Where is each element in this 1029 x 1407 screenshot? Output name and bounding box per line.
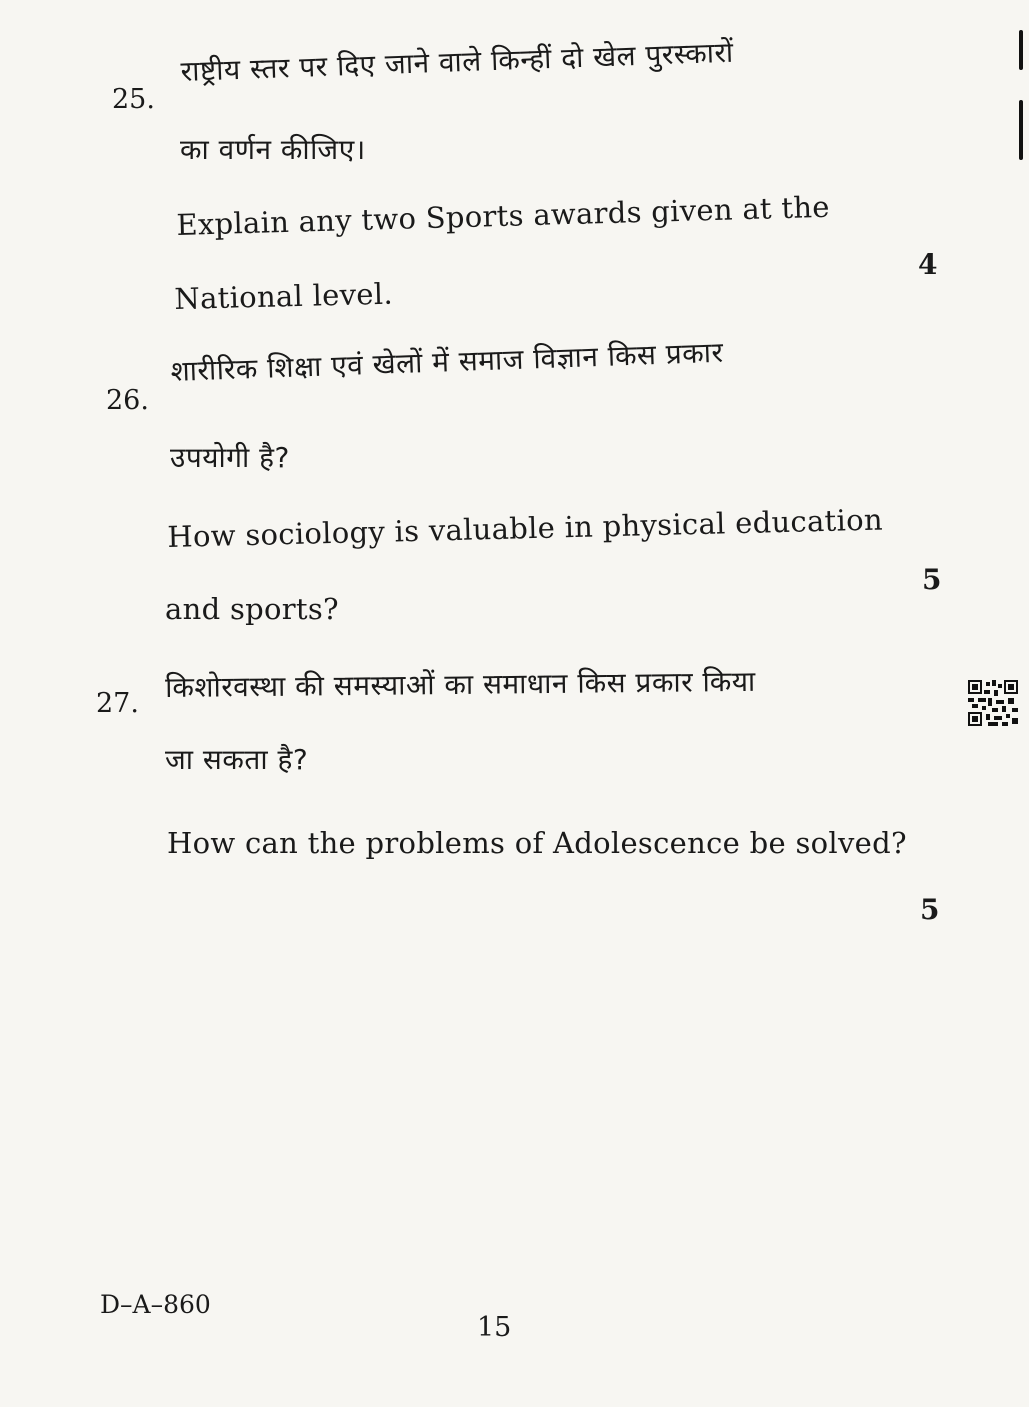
question-marks: 4: [918, 248, 938, 281]
question-number: 26.: [106, 385, 149, 416]
question-hindi-line: शारीरिक शिक्षा एवं खेलों में समाज विज्ञान किस प्रकार: [170, 335, 724, 388]
question-marks: 5: [922, 563, 942, 596]
question-english-line: How can the problems of Adolescence be solved?: [167, 826, 907, 860]
question-number: 27.: [96, 688, 139, 719]
question-marks: 5: [920, 893, 940, 926]
paper-code: D–A–860: [100, 1290, 211, 1319]
question-hindi-line: जा सकता है?: [165, 743, 309, 776]
question-hindi-line: उपयोगी है?: [170, 441, 290, 474]
qr-code: [968, 680, 1018, 726]
question-english-line: How sociology is valuable in physical education: [167, 502, 884, 554]
question-hindi-line: का वर्णन कीजिए।: [180, 133, 366, 166]
question-english-line: National level.: [174, 276, 394, 316]
scan-edge-mark: [1019, 100, 1023, 160]
question-hindi-line: किशोरवस्था की समस्याओं का समाधान किस प्रकार किया: [165, 664, 756, 704]
question-number: 25.: [112, 84, 155, 115]
question-english-line: Explain any two Sports awards given at the: [176, 189, 831, 242]
question-english-line: and sports?: [165, 592, 339, 626]
scan-edge-mark: [1019, 30, 1023, 70]
page-number: 15: [477, 1312, 512, 1343]
question-hindi-line: राष्ट्रीय स्तर पर दिए जाने वाले किन्हीं दो खेल पुरस्कारों: [180, 35, 735, 88]
